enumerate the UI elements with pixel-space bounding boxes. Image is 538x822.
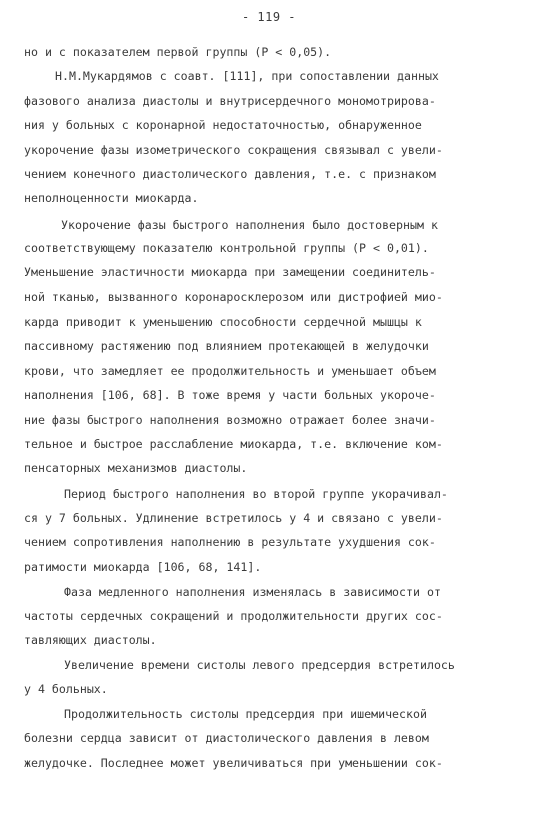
text-line: Фаза медленного наполнения изменялась в зависимости от	[64, 585, 441, 599]
text-line: болезни сердца зависит от диастолического давления в левом	[24, 731, 429, 745]
text-line: Уменьшение эластичности миокарда при замещении соединитель-	[24, 265, 436, 279]
text-line: чением сопротивления наполнению в результате ухудшения сок-	[24, 535, 436, 549]
text-line: неполноценности миокарда.	[24, 191, 199, 205]
text-line: тельное и быстрое расслабление миокарда, т.е. включение ком-	[24, 437, 443, 451]
text-line: Увеличение времени систолы левого предсердия встретилось	[64, 658, 455, 672]
text-line: ние фазы быстрого наполнения возможно отражает более значи-	[24, 413, 436, 427]
text-line: карда приводит к уменьшению способности сердечной мышцы к	[24, 315, 422, 329]
text-line: частоты сердечных сокращений и продолжительности других сос-	[24, 609, 443, 623]
text-line: но и с показателем первой группы (P < 0,05).	[24, 45, 332, 59]
text-line: пассивному растяжению под влиянием протекающей в желудочки	[24, 339, 429, 353]
text-line: соответствующему показателю контрольной группы (P < 0,01).	[24, 241, 429, 255]
text-line: Укорочение фазы быстрого наполнения было достоверным к	[61, 218, 438, 232]
text-line: Н.М.Мукардямов с соавт. [111], при сопоставлении данных	[55, 69, 439, 83]
text-line: пенсаторных механизмов диастолы.	[24, 461, 248, 475]
text-line: наполнения [106, 68]. В тоже время у части больных укороче-	[24, 388, 436, 402]
text-line: фазового анализа диастолы и внутрисердечного мономотрирова-	[24, 94, 436, 108]
text-line: чением конечного диастолического давления, т.е. с признаком	[24, 167, 436, 181]
page-number: - 119 -	[241, 10, 297, 24]
text-line: тавляющих диастолы.	[24, 633, 157, 647]
text-line: ния у больных с коронарной недостаточностью, обнаруженное	[24, 118, 422, 132]
text-line: ной тканью, вызванного коронаросклерозом или дистрофией мио-	[24, 290, 443, 304]
text-line: желудочке. Последнее может увеличиваться при уменьшении сок-	[24, 756, 443, 770]
text-line: ратимости миокарда [106, 68, 141].	[24, 560, 262, 574]
text-line: Продолжительность систолы предсердия при ишемической	[64, 707, 427, 721]
text-line: крови, что замедляет ее продолжительность и уменьшает объем	[24, 364, 436, 378]
text-line: укорочение фазы изометрического сокращения связывал с увели-	[24, 143, 443, 157]
text-line: ся у 7 больных. Удлинение встретилось у 4 и связано с увели-	[24, 511, 443, 525]
text-line: Период быстрого наполнения во второй группе укорачивал-	[64, 487, 448, 501]
text-line: у 4 больных.	[24, 682, 108, 696]
